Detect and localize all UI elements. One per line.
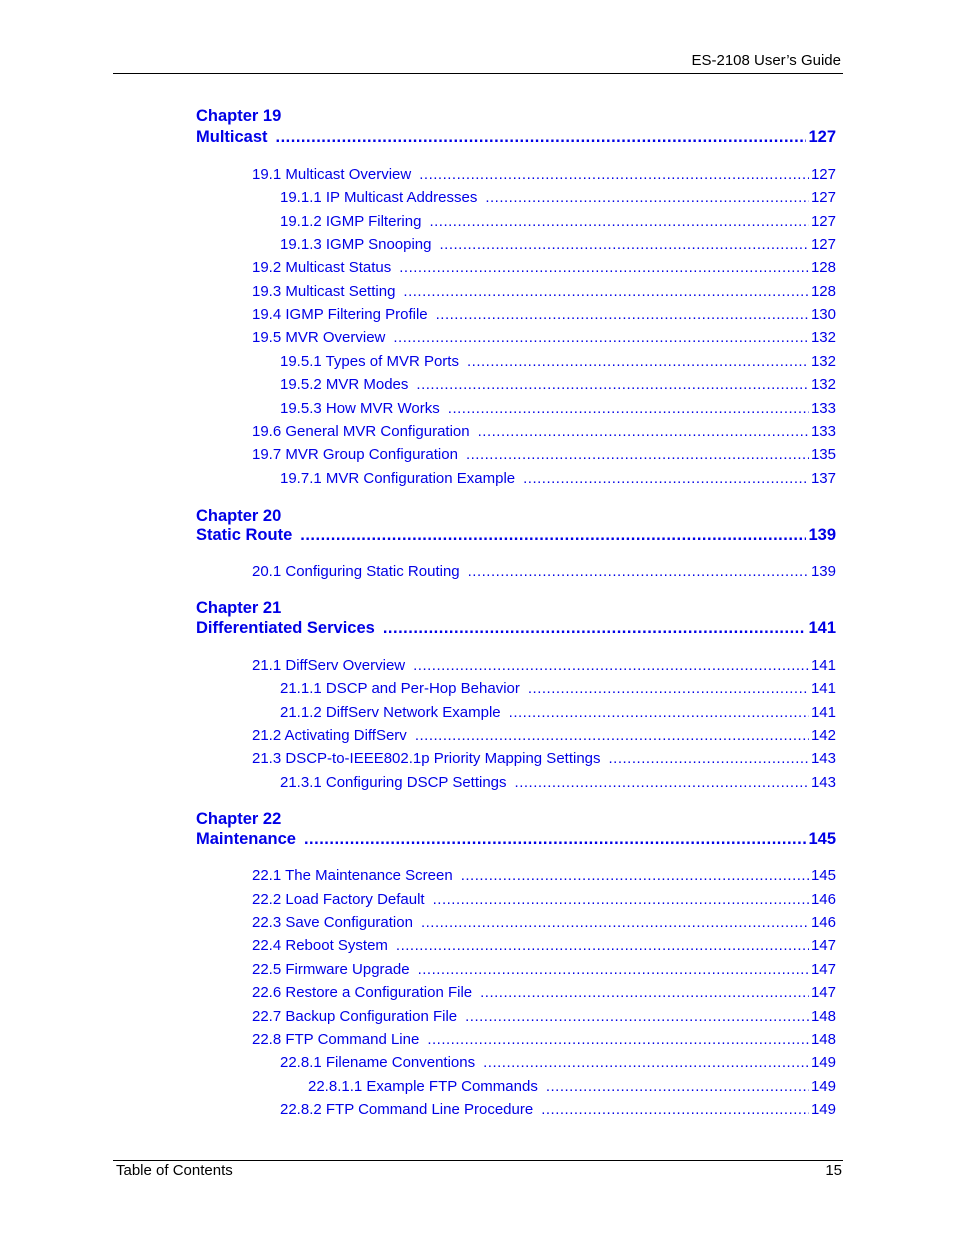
toc-entry-title: 19.6 General MVR Configuration — [252, 423, 470, 440]
toc-section-link[interactable] — [280, 1053, 836, 1072]
toc-entry-title: 19.7 MVR Group Configuration — [252, 446, 458, 463]
toc-section-link[interactable] — [252, 1030, 836, 1049]
toc-section-link[interactable] — [280, 703, 836, 722]
dot-leader — [478, 422, 809, 441]
toc-section-link[interactable] — [252, 1007, 836, 1026]
toc-entry-page: 133 — [810, 400, 836, 417]
toc-entry-title: Maintenance — [196, 830, 296, 848]
toc-section-link[interactable] — [252, 305, 836, 324]
toc-section-link[interactable] — [280, 469, 836, 488]
toc-entry-page: 132 — [810, 353, 836, 370]
toc-entry-page: 139 — [808, 526, 836, 544]
toc-entry-page: 133 — [810, 423, 836, 440]
dot-leader — [383, 618, 807, 638]
toc-section-link[interactable] — [252, 960, 836, 979]
toc-section-link[interactable] — [252, 866, 836, 885]
toc-chapter-link[interactable] — [196, 127, 836, 147]
toc-entry-title: Differentiated Services — [196, 619, 375, 637]
toc-entry-title: 19.5.1 Types of MVR Ports — [280, 353, 459, 370]
toc-entry-page: 130 — [810, 306, 836, 323]
toc-entry-title: 22.1 The Maintenance Screen — [252, 867, 453, 884]
toc-section-link[interactable] — [252, 936, 836, 955]
toc-entry-title: 21.1.2 DiffServ Network Example — [280, 704, 501, 721]
dot-leader — [467, 352, 809, 371]
toc-entry-title: 19.5.2 MVR Modes — [280, 376, 409, 393]
toc-entry-title: 19.3 Multicast Setting — [252, 283, 396, 300]
toc-section-link[interactable] — [252, 890, 836, 909]
dot-leader — [480, 983, 809, 1002]
toc-section-link[interactable] — [280, 773, 836, 792]
document-title: ES-2108 User’s Guide — [691, 52, 841, 69]
dot-leader — [609, 749, 809, 768]
toc-section-link[interactable] — [280, 375, 836, 394]
dot-leader — [396, 936, 809, 955]
toc-entry-title: 19.1 Multicast Overview — [252, 166, 412, 183]
toc-entry-title: 21.2 Activating DiffServ — [252, 727, 407, 744]
toc-entry-title: 19.5 MVR Overview — [252, 329, 386, 346]
dot-leader — [416, 375, 809, 394]
toc-section-link[interactable] — [252, 749, 836, 768]
dot-leader — [393, 328, 809, 347]
toc-entry-page: 149 — [810, 1078, 836, 1095]
dot-leader — [403, 282, 809, 301]
toc-entry-page: 128 — [810, 283, 836, 300]
toc-entry-title: 20.1 Configuring Static Routing — [252, 563, 460, 580]
dot-leader — [440, 235, 809, 254]
footer-divider — [113, 1160, 843, 1161]
toc-section-link[interactable] — [252, 983, 836, 1002]
toc-entry-title: 21.1 DiffServ Overview — [252, 657, 406, 674]
toc-entry-page: 145 — [808, 830, 836, 848]
toc-section-link[interactable] — [280, 352, 836, 371]
chapter-number: Chapter 22 — [196, 810, 282, 828]
toc-section-link[interactable] — [280, 212, 836, 231]
toc-entry-page: 135 — [810, 446, 836, 463]
dot-leader — [413, 656, 809, 675]
toc-entry-title: 19.2 Multicast Status — [252, 259, 392, 276]
toc-entry-title: 21.3.1 Configuring DSCP Settings — [280, 774, 507, 791]
toc-entry-page: 147 — [810, 984, 836, 1001]
toc-entry-title: 19.4 IGMP Filtering Profile — [252, 306, 428, 323]
dot-leader — [515, 773, 809, 792]
toc-entry-title: 22.3 Save Configuration — [252, 914, 413, 931]
toc-entry-title: 22.2 Load Factory Default — [252, 891, 425, 908]
dot-leader — [276, 127, 807, 147]
dot-leader — [399, 258, 809, 277]
toc-entry-page: 141 — [808, 619, 836, 637]
toc-entry-page: 137 — [810, 470, 836, 487]
toc-entry-page: 148 — [810, 1008, 836, 1025]
dot-leader — [485, 188, 809, 207]
dot-leader — [546, 1077, 809, 1096]
dot-leader — [415, 726, 809, 745]
toc-entry-page: 139 — [810, 563, 836, 580]
dot-leader — [300, 525, 806, 545]
toc-section-link[interactable] — [280, 399, 836, 418]
toc-entry-page: 143 — [810, 750, 836, 767]
dot-leader — [304, 829, 807, 849]
toc-entry-title: 19.5.3 How MVR Works — [280, 400, 440, 417]
toc-entry-page: 127 — [810, 166, 836, 183]
toc-section-link[interactable] — [308, 1077, 836, 1096]
chapter-number: Chapter 20 — [196, 507, 282, 525]
toc-entry-title: 19.7.1 MVR Configuration Example — [280, 470, 516, 487]
dot-leader — [528, 679, 809, 698]
toc-entry-page: 127 — [808, 128, 836, 146]
toc-entry-page: 132 — [810, 376, 836, 393]
toc-entry-page: 149 — [810, 1101, 836, 1118]
dot-leader — [468, 562, 809, 581]
dot-leader — [436, 305, 809, 324]
toc-section-link[interactable] — [280, 235, 836, 254]
toc-entry-title: 21.3 DSCP-to-IEEE802.1p Priority Mapping Settings — [252, 750, 601, 767]
toc-entry-title: 22.8.1 Filename Conventions — [280, 1054, 476, 1071]
toc-entry-page: 148 — [810, 1031, 836, 1048]
toc-entry-page: 127 — [810, 236, 836, 253]
toc-section-link[interactable] — [252, 422, 836, 441]
dot-leader — [483, 1053, 809, 1072]
toc-section-link[interactable] — [252, 282, 836, 301]
dot-leader — [427, 1030, 809, 1049]
toc-entry-title: 22.5 Firmware Upgrade — [252, 961, 410, 978]
toc-entry-title: 22.8 FTP Command Line — [252, 1031, 420, 1048]
toc-section-link[interactable] — [252, 656, 836, 675]
footer-section-name: Table of Contents — [116, 1162, 233, 1179]
toc-section-link[interactable] — [280, 679, 836, 698]
toc-entry-page: 146 — [810, 914, 836, 931]
dot-leader — [465, 1007, 809, 1026]
dot-leader — [523, 469, 809, 488]
toc-entry-page: 143 — [810, 774, 836, 791]
toc-entry-page: 147 — [810, 937, 836, 954]
dot-leader — [421, 913, 809, 932]
toc-entry-title: 22.8.2 FTP Command Line Procedure — [280, 1101, 534, 1118]
toc-section-link[interactable] — [252, 258, 836, 277]
toc-entry-title: 22.6 Restore a Configuration File — [252, 984, 473, 1001]
toc-entry-title: 21.1.1 DSCP and Per-Hop Behavior — [280, 680, 520, 697]
dot-leader — [541, 1100, 809, 1119]
dot-leader — [419, 165, 809, 184]
toc-chapter-link[interactable] — [196, 525, 836, 545]
toc-entry-page: 146 — [810, 891, 836, 908]
toc-entry-title: 22.7 Backup Configuration File — [252, 1008, 458, 1025]
dot-leader — [418, 960, 809, 979]
toc-section-link[interactable] — [280, 1100, 836, 1119]
toc-section-link[interactable] — [252, 328, 836, 347]
dot-leader — [429, 212, 809, 231]
dot-leader — [466, 445, 809, 464]
toc-entry-page: 149 — [810, 1054, 836, 1071]
toc-entry-title: 19.1.1 IP Multicast Addresses — [280, 189, 478, 206]
toc-section-link[interactable] — [280, 188, 836, 207]
toc-chapter-link[interactable] — [196, 829, 836, 849]
toc-section-link[interactable] — [252, 726, 836, 745]
toc-entry-page: 145 — [810, 867, 836, 884]
toc-section-link[interactable] — [252, 165, 836, 184]
toc-section-link[interactable] — [252, 913, 836, 932]
toc-entry-page: 141 — [810, 657, 836, 674]
toc-entry-title: 19.1.2 IGMP Filtering — [280, 213, 422, 230]
page-number: 15 — [825, 1162, 842, 1179]
toc-entry-page: 141 — [810, 680, 836, 697]
chapter-number: Chapter 21 — [196, 599, 282, 617]
dot-leader — [461, 866, 809, 885]
toc-entry-page: 147 — [810, 961, 836, 978]
toc-entry-title: 22.4 Reboot System — [252, 937, 388, 954]
toc-entry-title: 22.8.1.1 Example FTP Commands — [308, 1078, 538, 1095]
toc-entry-page: 128 — [810, 259, 836, 276]
toc-entry-page: 132 — [810, 329, 836, 346]
toc-entry-title: 19.1.3 IGMP Snooping — [280, 236, 432, 253]
toc-entry-title: Multicast — [196, 128, 268, 146]
dot-leader — [433, 890, 809, 909]
header-divider — [113, 73, 843, 74]
toc-entry-page: 141 — [810, 704, 836, 721]
dot-leader — [509, 703, 809, 722]
toc-section-link[interactable] — [252, 562, 836, 581]
toc-chapter-link[interactable] — [196, 618, 836, 638]
chapter-number: Chapter 19 — [196, 107, 282, 125]
toc-entry-title: Static Route — [196, 526, 293, 544]
toc-section-link[interactable] — [252, 445, 836, 464]
toc-entry-page: 127 — [810, 189, 836, 206]
toc-entry-page: 127 — [810, 213, 836, 230]
dot-leader — [448, 399, 809, 418]
toc-entry-page: 142 — [810, 727, 836, 744]
